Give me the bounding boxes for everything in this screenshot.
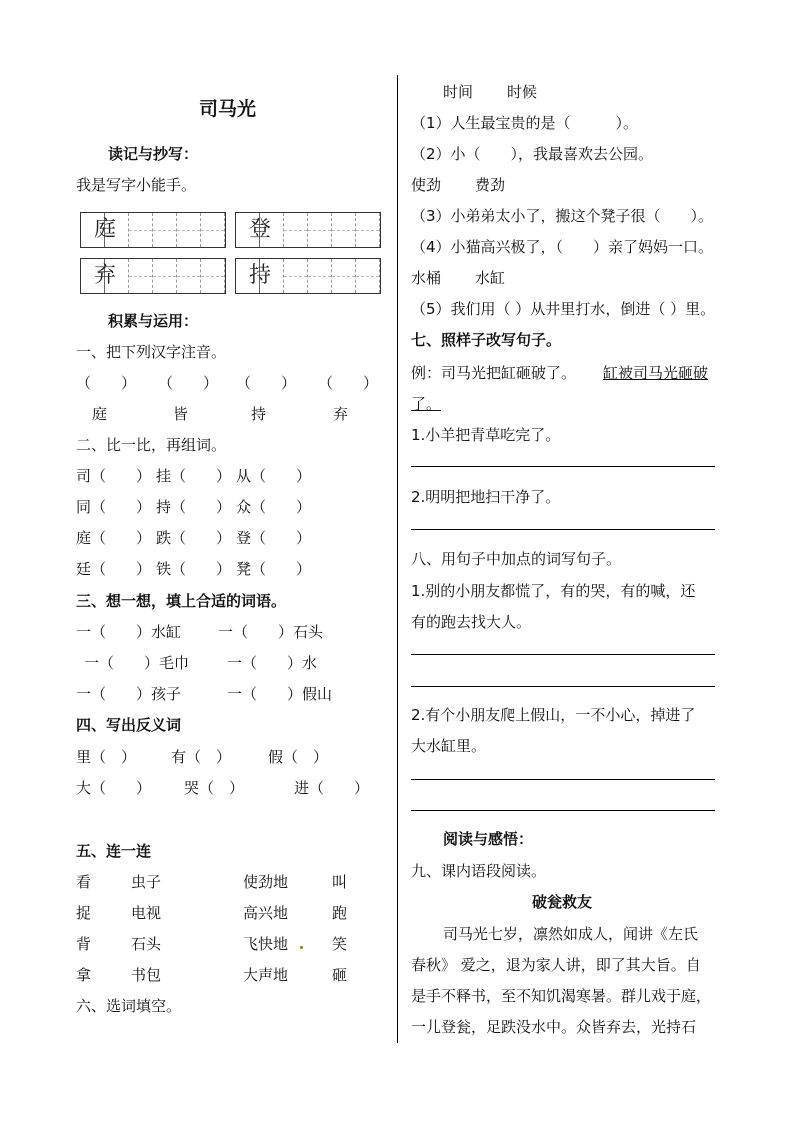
word-choice: 水桶 [411,269,442,287]
section-heading-antonyms: 四、写出反义词 [76,716,182,734]
rewrite-example: 例：司马光把缸砸破了。 [411,364,577,382]
section-heading-pinyin: 一、把下列汉字注音。 [76,343,227,361]
section-heading-accumulate: 积累与运用： [108,312,199,330]
antonym-item[interactable]: 里（ ） [76,748,137,766]
grid-character: 弃 [93,263,116,288]
fill-question[interactable]: （3）小弟弟太小了，搬这个凳子很（ ）。 [411,207,714,225]
section-heading-compare: 二、比一比，再组词。 [76,436,227,454]
match-item[interactable]: 大声地 [243,966,289,984]
read-copy-intro: 我是写字小能手。 [76,176,197,194]
pinyin-char: 持 [251,405,267,423]
answer-line[interactable] [411,686,715,687]
pinyin-char: 皆 [173,405,189,423]
fill-question[interactable]: （5）我们用（ ）从井里打水，倒进（ ）里。 [411,300,716,318]
measure-word-item[interactable]: 一（ ）假山 [227,685,333,703]
pinyin-blank[interactable]: （ ） [236,374,297,392]
match-item[interactable]: 拿 [76,966,92,984]
rewrite-example-answer: 缸被司马光砸破 [603,364,709,382]
match-item[interactable]: 高兴地 [243,904,289,922]
answer-line[interactable] [411,466,715,467]
compare-item[interactable]: 司（ ） [76,467,152,485]
compare-item[interactable]: 从（ ） [236,467,312,485]
passage-line: 司马光七岁，凛然如成人，闻讲《左氏 [443,925,699,943]
section-heading-read-copy: 读记与抄写： [108,145,199,163]
sentence-question: 1.别的小朋友都慌了，有的哭，有的喊，还 [411,582,696,600]
word-choice: 费劲 [475,176,506,194]
column-divider [397,75,398,1043]
section-heading-fill-words: 三、想一想，填上合适的词语。 [76,592,287,610]
match-item[interactable]: 飞快地 [243,935,289,953]
writing-grid[interactable] [235,212,381,248]
antonym-item[interactable]: 大（ ） [76,779,152,797]
compare-item[interactable]: 挂（ ） [156,467,232,485]
pinyin-char: 庭 [92,405,108,423]
match-item[interactable]: 砸 [332,966,348,984]
antonym-item[interactable]: 有（ ） [171,748,232,766]
match-item[interactable]: 笑 [332,935,348,953]
section-heading-sentences: 八、用句子中加点的词写句子。 [411,550,622,568]
measure-word-item[interactable]: 一（ ）水缸 [76,623,182,641]
section-heading-reading: 阅读与感悟： [443,830,534,848]
grid-character: 登 [248,217,271,242]
word-choice: 水缸 [475,269,506,287]
compare-item[interactable]: 众（ ） [236,498,312,516]
grid-character: 持 [248,263,271,288]
measure-word-item[interactable]: 一（ ）孩子 [76,685,182,703]
match-item[interactable]: 捉 [76,904,92,922]
match-item[interactable]: 叫 [332,873,348,891]
rewrite-question: 2.明明把地扫干净了。 [411,488,561,506]
compare-item[interactable]: 凳（ ） [236,560,312,578]
antonym-item[interactable]: 假（ ） [268,748,329,766]
match-item[interactable]: 书包 [131,966,162,984]
section-heading-rewrite: 七、照样子改写句子。 [411,331,562,349]
sentence-question: 有的跑去找大人。 [411,613,532,631]
fill-question[interactable]: （4）小猫高兴极了，（ ）亲了妈妈一口。 [411,238,714,256]
answer-line[interactable] [411,779,715,780]
grid-character: 庭 [93,217,116,242]
passage-line: 是手不释书，至不知饥渴寒暑。群儿戏于庭， [411,987,712,1005]
match-item[interactable]: 石头 [131,935,162,953]
sentence-question: 2.有个小朋友爬上假山，一不小心，掉进了 [411,706,696,724]
answer-line[interactable] [411,654,715,655]
pinyin-blank[interactable]: （ ） [76,374,137,392]
section-heading-choose-words: 六、选词填空。 [76,997,182,1015]
passage-line: 一儿登瓮，足跌没水中。众皆弃去，光持石 [411,1018,697,1036]
sentence-question: 大水缸里。 [411,737,487,755]
match-item[interactable]: 看 [76,873,92,891]
match-item[interactable]: 电视 [131,904,162,922]
stray-dot [300,946,303,949]
measure-word-item[interactable]: 一（ ）水 [227,654,318,672]
match-item[interactable]: 跑 [332,904,348,922]
word-choice: 时候 [507,83,538,101]
page-title: 司马光 [199,98,257,120]
writing-grid[interactable] [80,212,226,248]
rewrite-question: 1.小羊把青草吃完了。 [411,426,561,444]
antonym-item[interactable]: 哭（ ） [184,779,245,797]
rewrite-example-answer: 了。 [411,395,442,413]
writing-grid[interactable] [235,258,381,294]
writing-grid[interactable] [80,258,226,294]
compare-item[interactable]: 庭（ ） [76,529,152,547]
passage-title: 破瓮救友 [532,893,593,911]
reading-subheading: 九、课内语段阅读。 [411,862,547,880]
measure-word-item[interactable]: 一（ ）石头 [218,623,324,641]
pinyin-blank[interactable]: （ ） [318,374,379,392]
match-item[interactable]: 使劲地 [243,873,289,891]
compare-item[interactable]: 铁（ ） [156,560,232,578]
pinyin-blank[interactable]: （ ） [158,374,219,392]
answer-line[interactable] [411,529,715,530]
answer-line[interactable] [411,810,715,811]
compare-item[interactable]: 登（ ） [236,529,312,547]
antonym-item[interactable]: 进（ ） [294,779,370,797]
match-item[interactable]: 背 [76,935,92,953]
match-item[interactable]: 虫子 [131,873,162,891]
passage-line: 春秋》 爱之，退为家人讲，即了其大旨。自 [411,956,701,974]
fill-question[interactable]: （1）人生最宝贵的是（ ）。 [411,114,639,132]
fill-question[interactable]: （2）小（ ），我最喜欢去公园。 [411,145,654,163]
compare-item[interactable]: 持（ ） [156,498,232,516]
measure-word-item[interactable]: 一（ ）毛巾 [84,654,190,672]
pinyin-char: 弃 [333,405,349,423]
section-heading-match: 五、连一连 [76,842,152,860]
compare-item[interactable]: 同（ ） [76,498,152,516]
compare-item[interactable]: 廷（ ） [76,560,152,578]
compare-item[interactable]: 跌（ ） [156,529,232,547]
word-choice: 使劲 [411,176,442,194]
word-choice: 时间 [443,83,474,101]
